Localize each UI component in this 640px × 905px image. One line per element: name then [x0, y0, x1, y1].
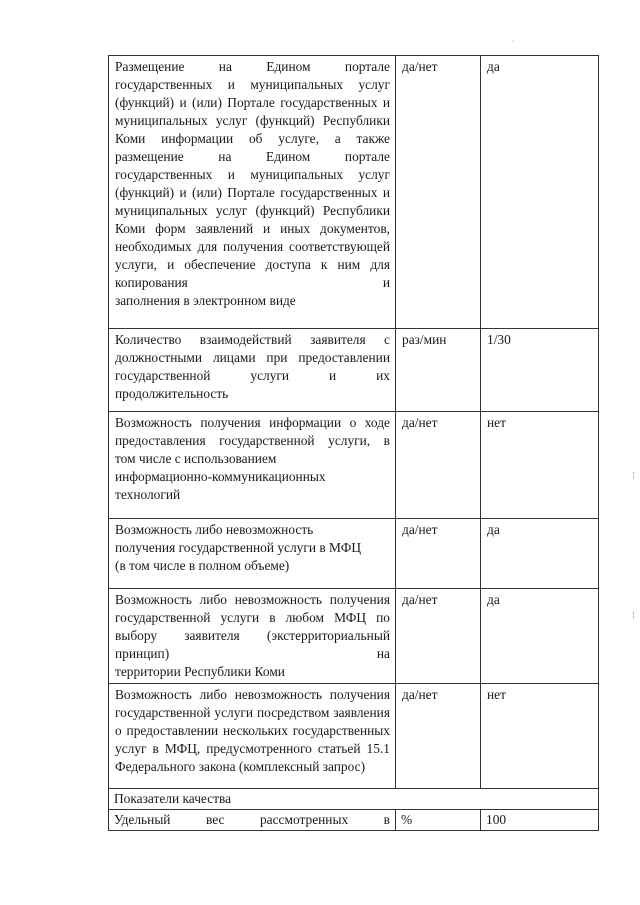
table-row [109, 56, 599, 329]
value-cell: да [481, 589, 599, 684]
criterion-cell: Размещение на Едином портале государственных и муниципальных услуг (функций) и (или) Портале государственных и муниципальных услуг (функций) Республики Коми информации об услуге, а также размещение на Едином портале государственных и муниципальных услуг (функций) и (или) Портале государственных и муниципальных услуг (функций) Республики Коми форм заявлений и иных документов, необходимых для получения соответствующей услуги, и обеспечение доступа к ним для копирования и заполнения в электронном виде [109, 56, 396, 329]
unit-cell: да/нет [396, 519, 481, 589]
criterion-cell: Удельный вес рассмотренных в [109, 810, 396, 831]
value-cell: нет [481, 412, 599, 519]
unit-cell: да/нет [396, 589, 481, 684]
table-row [109, 329, 599, 412]
unit-cell: раз/мин [396, 329, 481, 412]
table-row [109, 684, 599, 789]
value-cell: 100 [481, 810, 599, 831]
criterion-cell: Возможность либо невозможность получения государственной услуги в любом МФЦ по выбору заявителя (экстерриториальный принцип) на территории Республики Коми [109, 589, 396, 684]
value-cell: да [481, 519, 599, 589]
value-cell: 1/30 [481, 329, 599, 412]
unit-cell: да/нет [396, 684, 481, 789]
unit-cell: да/нет [396, 412, 481, 519]
scan-speck: ¦ [632, 470, 635, 479]
unit-cell: да/нет [396, 56, 481, 329]
section-header-row [109, 789, 599, 810]
indicators-table [108, 55, 599, 831]
criterion-cell: Возможность либо невозможность получения государственной услуги посредством заявления о предоставлении нескольких государственных услуг в МФЦ, предусмотренного статьей 15.1 Федерального закона (комплексный запрос) [109, 684, 396, 789]
table-row [109, 810, 599, 831]
unit-cell: % [396, 810, 481, 831]
criterion-cell: Количество взаимодействий заявителя с должностными лицами при предоставлении государственной услуги и их продолжительность [109, 329, 396, 412]
scan-speck: ¦ [632, 610, 635, 619]
scan-speck: · [512, 37, 515, 46]
section-header: Показатели качества [109, 789, 599, 810]
value-cell: нет [481, 684, 599, 789]
table-row [109, 412, 599, 519]
criterion-cell: Возможность получения информации о ходе предоставления государственной услуги, в том числе с использованием информационно-коммуникационных технологий [109, 412, 396, 519]
value-cell: да [481, 56, 599, 329]
criterion-cell: Возможность либо невозможность получения государственной услуги в МФЦ (в том числе в полном объеме) [109, 519, 396, 589]
table-row [109, 589, 599, 684]
table-row [109, 519, 599, 589]
